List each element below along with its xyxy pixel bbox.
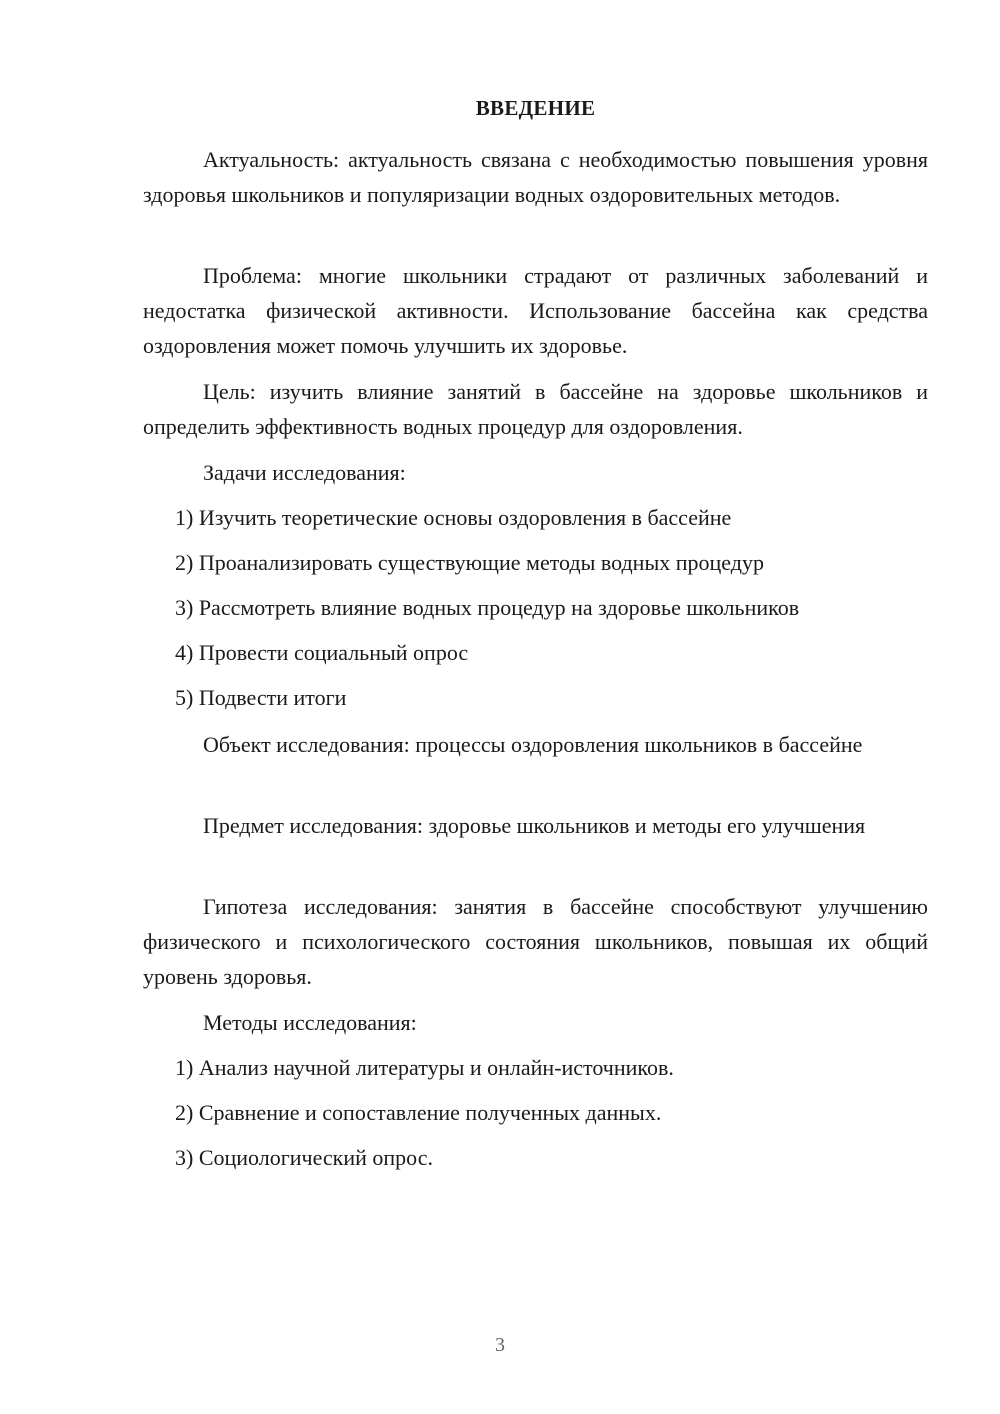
method-item: 3) Социологический опрос. <box>175 1145 433 1170</box>
task-item: 3) Рассмотреть влияние водных процедур на здоровье школьников <box>175 595 800 620</box>
hypothesis-paragraph: Гипотеза исследования: занятия в бассейне способствуют улучшению физического и психологического состояния школьников, повышая их общий уровень здоровья. <box>143 894 928 989</box>
object-paragraph: Объект исследования: процессы оздоровления школьников в бассейне <box>203 732 863 757</box>
subject-paragraph: Предмет исследования: здоровье школьников и методы его улучшения <box>203 813 866 838</box>
task-item: 4) Провести социальный опрос <box>175 640 469 665</box>
method-item: 1) Анализ научной литературы и онлайн-источников. <box>175 1055 674 1080</box>
methods-title: Методы исследования: <box>203 1010 417 1035</box>
page-number: 3 <box>495 1334 505 1356</box>
task-item: 2) Проанализировать существующие методы водных процедур <box>175 550 764 575</box>
method-item: 2) Сравнение и сопоставление полученных данных. <box>175 1100 662 1125</box>
relevance-paragraph: Актуальность: актуальность связана с необходимостью повышения уровня здоровья школьников и популяризации водных оздоровительных методов. <box>143 147 928 207</box>
goal-paragraph: Цель: изучить влияние занятий в бассейне на здоровье школьников и определить эффективность водных процедур для оздоровления. <box>143 379 928 439</box>
section-heading: ВВЕДЕНИЕ <box>475 96 596 120</box>
tasks-title: Задачи исследования: <box>203 460 406 485</box>
task-item: 5) Подвести итоги <box>175 685 347 710</box>
task-item: 1) Изучить теоретические основы оздоровления в бассейне <box>175 505 732 530</box>
problem-paragraph: Проблема: многие школьники страдают от различных заболеваний и недостатка физической активности. Использование бассейна как средства оздоровления может помочь улучшить их здоровье. <box>143 263 928 358</box>
